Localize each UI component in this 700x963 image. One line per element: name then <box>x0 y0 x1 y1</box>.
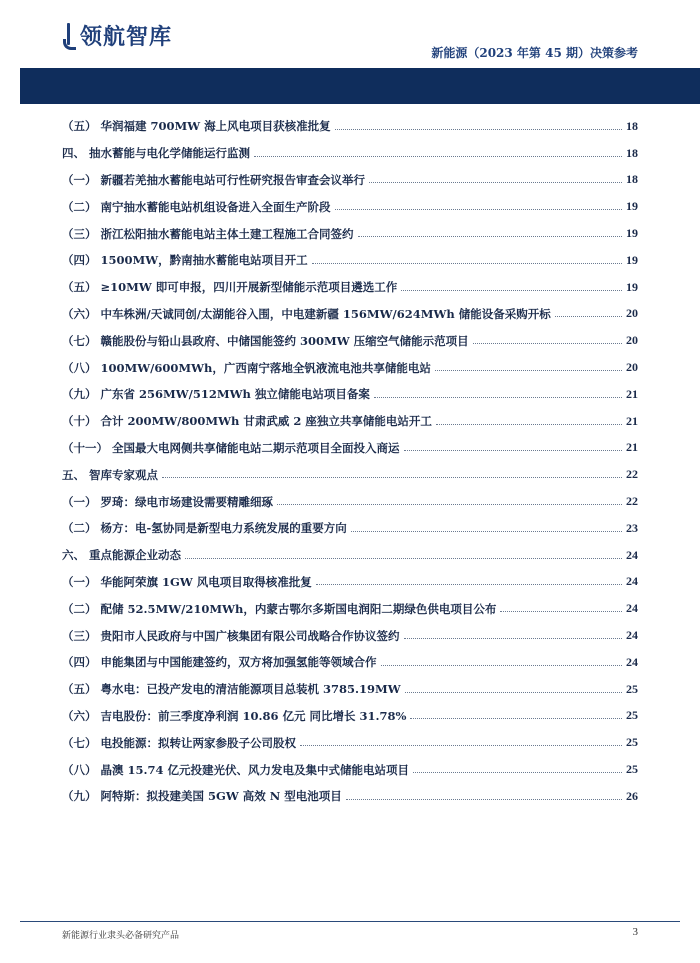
toc-entry-page: 19 <box>626 252 638 267</box>
toc-entry-page: 25 <box>626 681 638 696</box>
toc-entry-label: （九） 阿特斯：拟投建美国 5GW 高效 N 型电池项目 <box>62 789 342 804</box>
table-of-contents <box>62 113 638 810</box>
toc-leader-dots <box>277 504 622 505</box>
toc-leader-dots <box>162 477 622 478</box>
toc-leader-dots <box>254 156 622 157</box>
toc-entry-label: （六） 中车株洲/天诚同创/太湖能谷入围，中电建新疆 156MW/624MWh 储能设备采购开标 <box>62 306 551 321</box>
toc-entry-page: 18 <box>626 145 638 160</box>
logo-text: 领航智库 <box>80 25 173 50</box>
toc-leader-dots <box>413 772 622 773</box>
toc-leader-dots <box>404 638 622 639</box>
toc-entry[interactable] <box>62 783 638 810</box>
toc-entry-label: （三） 贵阳市人民政府与中国广核集团有限公司战略合作协议签约 <box>62 628 400 643</box>
toc-entry[interactable] <box>62 622 638 649</box>
toc-entry[interactable] <box>62 193 638 220</box>
toc-entry-label: 五、 智库专家观点 <box>62 467 159 482</box>
toc-entry-label: 四、 抽水蓄能与电化学储能运行监测 <box>62 146 251 161</box>
toc-entry[interactable] <box>62 515 638 542</box>
toc-entry[interactable] <box>62 408 638 435</box>
toc-entry-page: 24 <box>626 654 638 669</box>
toc-entry-label: （七） 电投能源：拟转让两家参股子公司股权 <box>62 735 297 750</box>
toc-entry-page: 20 <box>626 333 638 348</box>
toc-entry-page: 21 <box>626 413 638 428</box>
toc-entry[interactable] <box>62 274 638 301</box>
toc-entry-label: （五） ≥10MW 即可申报，四川开展新型储能示范项目遴选工作 <box>62 280 398 295</box>
toc-entry-label: （一） 华能阿荣旗 1GW 风电项目取得核准批复 <box>62 574 312 589</box>
report-title: 新能源（2023 年第 45 期）决策参考 <box>431 46 638 60</box>
toc-entry[interactable] <box>62 569 638 596</box>
toc-leader-dots <box>500 611 622 612</box>
toc-leader-dots <box>404 450 622 451</box>
logo-mark-icon <box>62 23 76 49</box>
toc-entry-label: （十） 合计 200MW/800MWh 甘肃武威 2 座独立共享储能电站开工 <box>62 414 432 429</box>
toc-entry-page: 20 <box>626 360 638 375</box>
toc-entry[interactable] <box>62 542 638 569</box>
toc-entry-label: （四） 1500MW，黔南抽水蓄能电站项目开工 <box>62 253 308 268</box>
toc-entry[interactable] <box>62 220 638 247</box>
toc-leader-dots <box>435 370 622 371</box>
toc-entry-page: 22 <box>626 494 638 509</box>
toc-leader-dots <box>300 745 622 746</box>
toc-entry-page: 21 <box>626 440 638 455</box>
toc-entry[interactable] <box>62 381 638 408</box>
toc-entry-page: 24 <box>626 574 638 589</box>
toc-entry[interactable] <box>62 756 638 783</box>
toc-leader-dots <box>410 718 622 719</box>
toc-entry-page: 19 <box>626 279 638 294</box>
toc-entry[interactable] <box>62 729 638 756</box>
toc-entry-label: （三） 浙江松阳抽水蓄能电站主体土建工程施工合同签约 <box>62 226 354 241</box>
toc-entry-label: （八） 100MW/600MWh，广西南宁落地全钒液流电池共享储能电站 <box>62 360 431 375</box>
toc-entry[interactable] <box>62 435 638 462</box>
toc-entry-page: 20 <box>626 306 638 321</box>
toc-entry-label: （七） 赣能股份与铅山县政府、中储国能签约 300MW 压缩空气储能示范项目 <box>62 333 469 348</box>
toc-entry-page: 18 <box>626 172 638 187</box>
toc-entry[interactable] <box>62 327 638 354</box>
toc-leader-dots <box>401 290 622 291</box>
toc-entry[interactable] <box>62 167 638 194</box>
toc-leader-dots <box>369 182 622 183</box>
toc-entry-page: 24 <box>626 601 638 616</box>
toc-entry-label: （六） 吉电股份：前三季度净利润 10.86 亿元 同比增长 31.78% <box>62 708 407 723</box>
logo <box>62 20 172 51</box>
header-band <box>20 68 700 104</box>
page-header <box>0 0 700 104</box>
toc-entry[interactable] <box>62 140 638 167</box>
toc-entry-label: （九） 广东省 256MW/512MWh 独立储能电站项目备案 <box>62 387 370 402</box>
page-number: 3 <box>632 926 638 938</box>
toc-entry[interactable] <box>62 595 638 622</box>
toc-entry[interactable] <box>62 461 638 488</box>
toc-entry-label: （五） 华润福建 700MW 海上风电项目获核准批复 <box>62 119 331 134</box>
toc-entry[interactable] <box>62 113 638 140</box>
toc-entry-page: 25 <box>626 708 638 723</box>
toc-leader-dots <box>555 316 622 317</box>
toc-entry[interactable] <box>62 488 638 515</box>
toc-entry[interactable] <box>62 247 638 274</box>
toc-entry-page: 18 <box>626 118 638 133</box>
toc-entry-label: （五） 粤水电：已投产发电的清洁能源项目总装机 3785.19MW <box>62 682 401 697</box>
toc-leader-dots <box>358 236 622 237</box>
toc-entry[interactable] <box>62 301 638 328</box>
toc-leader-dots <box>316 584 622 585</box>
toc-entry[interactable] <box>62 703 638 730</box>
toc-leader-dots <box>312 263 622 264</box>
toc-entry-page: 26 <box>626 788 638 803</box>
toc-entry-label: （十一） 全国最大电网侧共享储能电站二期示范项目全面投入商运 <box>62 440 400 455</box>
toc-leader-dots <box>381 665 622 666</box>
toc-entry-page: 23 <box>626 520 638 535</box>
toc-entry-page: 25 <box>626 762 638 777</box>
toc-entry-label: （二） 南宁抽水蓄能电站机组设备进入全面生产阶段 <box>62 199 331 214</box>
toc-entry-label: （四） 申能集团与中国能建签约，双方将加强氢能等领域合作 <box>62 655 377 670</box>
toc-entry-label: （二） 配储 52.5MW/210MWh，内蒙古鄂尔多斯国电润阳二期绿色供电项目公布 <box>62 601 497 616</box>
toc-entry[interactable] <box>62 649 638 676</box>
toc-entry-page: 25 <box>626 735 638 750</box>
toc-leader-dots <box>351 531 622 532</box>
toc-entry-page: 22 <box>626 467 638 482</box>
toc-entry-page: 21 <box>626 386 638 401</box>
toc-leader-dots <box>335 129 622 130</box>
toc-entry-page: 24 <box>626 547 638 562</box>
toc-entry-label: 六、 重点能源企业动态 <box>62 548 182 563</box>
toc-entry-label: （二） 杨方：电-氢协同是新型电力系统发展的重要方向 <box>62 521 347 536</box>
toc-entry[interactable] <box>62 676 638 703</box>
toc-entry-label: （八） 晶澳 15.74 亿元投建光伏、风力发电及集中式储能电站项目 <box>62 762 410 777</box>
toc-leader-dots <box>374 397 622 398</box>
toc-entry-label: （一） 新疆若羌抽水蓄能电站可行性研究报告审查会议举行 <box>62 172 366 187</box>
toc-entry-label: （一） 罗琦：绿电市场建设需要精雕细琢 <box>62 494 274 509</box>
footer-text: 新能源行业隶头必备研究产品 <box>62 931 180 941</box>
toc-leader-dots <box>335 209 622 210</box>
toc-leader-dots <box>405 692 622 693</box>
toc-entry-page: 19 <box>626 226 638 241</box>
toc-leader-dots <box>346 799 622 800</box>
toc-leader-dots <box>185 558 622 559</box>
toc-leader-dots <box>436 424 622 425</box>
toc-entry[interactable] <box>62 354 638 381</box>
toc-entry-page: 24 <box>626 628 638 643</box>
toc-entry-page: 19 <box>626 199 638 214</box>
footer-divider <box>20 921 680 922</box>
toc-leader-dots <box>473 343 622 344</box>
